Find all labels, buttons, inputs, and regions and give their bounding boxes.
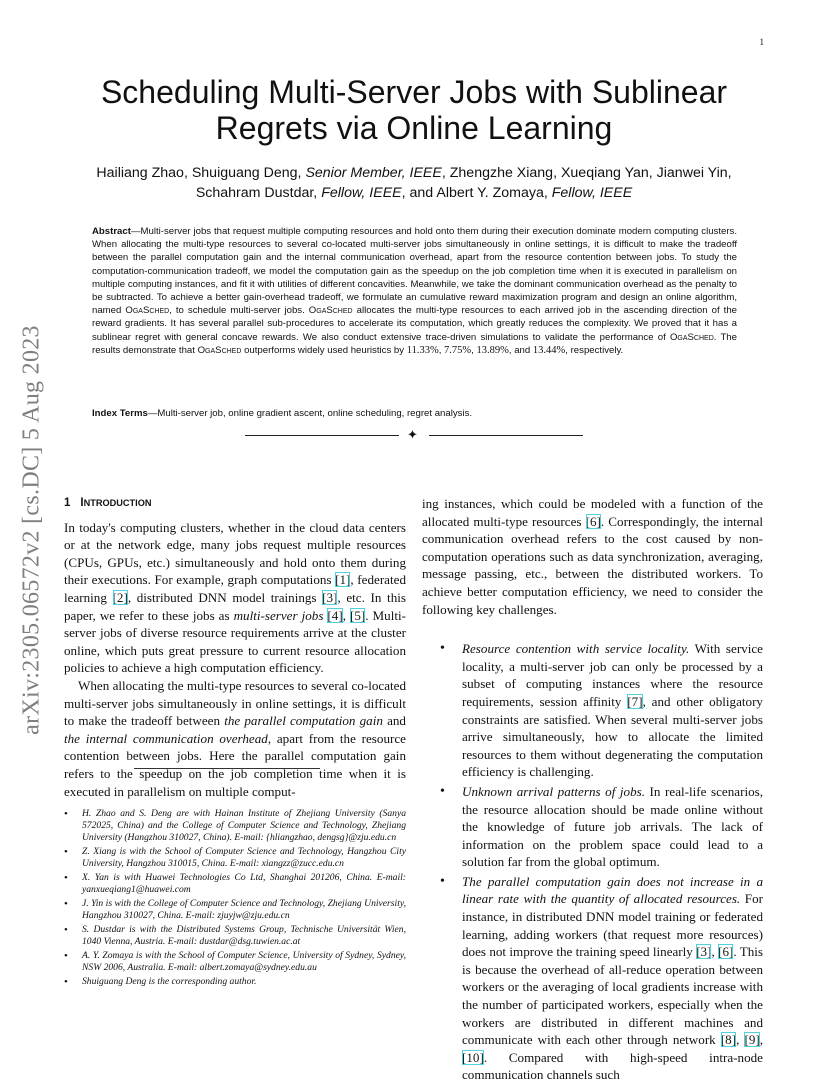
pct-and: and [514, 344, 533, 356]
section-heading [64, 495, 406, 513]
footnote-item: • X. Yan is with Huawei Technologies Co Ltd, Shanghai 201206, China. E-mail: yanxueqiang1@huawei.com [64, 872, 406, 896]
challenge-title: Unknown arrival patterns of jobs. [462, 783, 645, 799]
footnote-item: • S. Dustdar is with the Distributed Systems Group, Technische Universität Wien, 1040 Vienna, Austria. E-mail: dustdar@dsg.tuwien.ac.at [64, 924, 406, 948]
abstract-end: , respectively. [565, 344, 624, 356]
pct-1: 11.33% [406, 344, 439, 356]
text: , etc. In this paper, we refer to these jobs as [64, 589, 406, 623]
algo-name: OgaSched [125, 305, 170, 317]
section-divider [245, 430, 583, 442]
author-names-4: , and Albert Y. Zomaya, [401, 185, 552, 201]
challenge-item [422, 873, 763, 1084]
footnote-item: • Z. Xiang is with the School of Computer Science and Technology, Hangzhou City University, Hangzhou 310015, China. E-mail: xiangzz@zucc.edu.cn [64, 846, 406, 870]
title-line-2: Regrets via Online Learning [215, 110, 613, 146]
citation-link[interactable]: [8] [720, 1032, 737, 1048]
author-names-2: , Zhengzhe Xiang, Xueqiang Yan, Jianwei Yin, [441, 165, 732, 181]
algo-name: OgaSched [669, 331, 714, 343]
text: , [342, 607, 350, 623]
diamond-icon: ✦ [407, 428, 418, 443]
index-terms [92, 408, 737, 419]
text: For instance, in distributed DNN model training or federated learning, adding workers (that request more resources) does not improve the training speed linearly [462, 891, 763, 960]
text: When allocating the multi-type resources to several co-located multi-server jobs simultaneously in online settings, it is difficult to make the tradeoff between [64, 677, 406, 729]
divider-line-right [429, 435, 583, 436]
text: , [759, 1032, 764, 1048]
pct-sep: , [471, 344, 477, 356]
left-column [64, 495, 406, 800]
intro-paragraph-3 [422, 495, 763, 618]
author-role-1: Senior Member, IEEE [305, 165, 442, 181]
intro-paragraph-2 [64, 677, 406, 800]
italic-term: multi-server jobs [233, 607, 324, 623]
footnote-item: • Shuiguang Deng is the corresponding author. [64, 976, 406, 988]
author-names-3: Schahram Dustdar, [195, 185, 322, 201]
challenge-list [422, 640, 763, 1084]
text: With service locality, a multi-server job can only be processed by a subset of computing instances where the resource requirements, session affinity [462, 641, 763, 709]
arxiv-stamp [18, 290, 46, 770]
section-number: 1 [64, 497, 71, 509]
text: In today's computing clusters, whether in the cloud data centers or at the network edge, many jobs request multiple resources (CPUs, GPUs, etc.) simultaneously and hold onto them during their executions. For example, graph computations [64, 519, 406, 588]
pct-2: 7.75% [444, 344, 472, 356]
authors-line-2 [60, 183, 768, 203]
index-terms-text: —Multi-server job, online gradient ascent, online scheduling, regret analysis. [147, 408, 473, 419]
abstract-text-3: allocates the multi-type resources to each arrived job in the ascending direction of the reward gradients. It has several parallel sub-procedures to accelerate its computation, which greatly reduces the complexity. We proved that it has a sublinear regret with general concave rewards. We also conduct extensive trace-driven simulations to validate the performance of [92, 305, 737, 343]
citation-link[interactable]: [6] [585, 513, 601, 529]
citation-link[interactable]: [5] [349, 607, 366, 623]
citation-link[interactable]: [9] [744, 1032, 760, 1048]
text: , and other obligatory constraints are satisfied. When several multi-server jobs arrive simultaneously, how to allocate the limited resources to them without degenerating the computation efficiency is challenging. [462, 693, 763, 780]
text: , [736, 1032, 745, 1048]
challenge-title: Resource contention with service locality. [462, 641, 690, 657]
text: . Multi-server jobs of diverse resource requirements arrive at the cluster online, which puts great pressure to current resource allocation policies to achieve a high computation efficiency. [64, 607, 406, 676]
text: . Correspondingly, the internal communication overhead refers to the cost caused by non-computation operations such as data synchronization, averaging, message passing, etc., between the distributed workers. To achieve better computation efficiency, we need to consider the following key challenges. [422, 513, 763, 617]
section-title-first: I [80, 497, 84, 509]
arxiv-id[interactable]: arXiv:2305.06572v2 [cs.DC] 5 Aug 2023 [18, 325, 45, 735]
author-list [60, 163, 768, 203]
algo-name: OgaSched [197, 344, 242, 356]
pct-4: 13.44% [532, 344, 566, 356]
text: , apart from the resource contention between jobs. Here the parallel computation gain refers to the speedup on the job completion time when it is executed in parallelism on multiple comput- [64, 730, 406, 799]
text: ing instances, which could be modeled with a function of the allocated multi-type resources [422, 496, 763, 529]
citation-link[interactable]: [1] [335, 572, 351, 588]
text: , [711, 944, 719, 960]
text: , federated learning [64, 572, 406, 605]
divider-line-left [245, 435, 399, 436]
challenge-item [422, 783, 763, 871]
text: In real-life scenarios, the resource allocation should be made online without the knowledge of future job arrivals. The lack of information on the problem space could lead to a solution far from the global optimum. [462, 783, 763, 870]
text: . Compared with high-speed intra-node communication channels such [462, 1049, 763, 1083]
citation-link[interactable]: [2] [112, 589, 128, 605]
footnotes [64, 808, 406, 990]
authors-line-1 [60, 163, 768, 183]
italic-term: the parallel computation gain [224, 713, 383, 729]
pct-sep: , [438, 344, 445, 356]
citation-link[interactable]: [4] [327, 607, 343, 623]
author-names-1: Hailiang Zhao, Shuiguang Deng, [96, 165, 306, 181]
intro-paragraph-1 [64, 519, 406, 677]
abstract [92, 225, 737, 357]
citation-link[interactable]: [3] [696, 944, 712, 960]
challenge-item [422, 640, 763, 781]
footnote-rule [134, 768, 320, 769]
pct-3: 13.89% [476, 344, 509, 356]
abstract-text-5: outperforms widely used heuristics by [241, 344, 407, 356]
footnote-item: • A. Y. Zomaya is with the School of Computer Science, University of Sydney, Sydney, NSW 2006, Australia. E-mail: albert.zomaya@sydney.edu.au [64, 950, 406, 974]
index-terms-label: Index Terms [92, 408, 148, 419]
title-line-1: Scheduling Multi-Server Jobs with Sublinear [100, 74, 728, 110]
text: , distributed DNN model trainings [127, 589, 323, 605]
abstract-text-1: —Multi-server jobs that request multiple computing resources and hold onto them during their execution dominate modern computing clusters. When allocating the multi-type resources to several co-located multi-server jobs simultaneously in online settings, it is difficult to make the tradeoff between the parallel computation gain and the internal communication overhead, apart from the resource contention between jobs. To study the computation-communication tradeoff, we model the computation gain as the speedup on the job completion time when it is executed in parallelism on multiple computing instances, and fit it with utilities of different concavities. Meanwhile, we take the dominant communication overhead as the penalty to be subtracted. To achieve a better gain-overhead tradeoff, we formulate an cumulative reward maximization program and design an online algorithm, named [92, 226, 737, 317]
author-role-3: Fellow, IEEE [551, 185, 633, 201]
text: . This is because the overhead of all-reduce operation between workers or the averaging of local gradients increase with the number of participated workers, especially when the workers are distributed in different machines and communicate with each other through network [462, 944, 764, 1048]
paper-title [60, 74, 768, 146]
text: and [382, 713, 406, 729]
citation-link[interactable]: [6] [718, 944, 734, 960]
citation-link[interactable]: [3] [322, 589, 338, 605]
citation-link[interactable]: [10] [462, 1049, 484, 1065]
pct-sep: , [508, 344, 515, 356]
challenge-title: The parallel computation gain does not increase in a linear rate with the quantity of allocated resources. [462, 873, 763, 907]
footnote-item: • J. Yin is with the College of Computer Science and Technology, Zhejiang University, Hangzhou 310027, China. E-mail: zjuyjw@zju.edu.cn [64, 898, 406, 922]
author-role-2: Fellow, IEEE [321, 185, 402, 201]
page-number: 1 [759, 37, 764, 47]
abstract-text-4: . The results demonstrate that [92, 331, 737, 356]
footnote-item: • H. Zhao and S. Deng are with Hainan Institute of Zhejiang University (Sanya 572025, China) and the College of Computer Science and Technology, Zhejiang University (Hangzhou 310027, China). E-mail: {hliangzhao, dengsg}@zju.edu.cn [64, 808, 406, 844]
citation-link[interactable]: [7] [627, 693, 643, 709]
italic-term: the internal communication overhead [64, 730, 268, 746]
algo-name: OgaSched [308, 305, 353, 317]
abstract-text-2: , to schedule multi-server jobs. [169, 305, 309, 317]
right-column [422, 495, 763, 1086]
section-title-rest: NTRODUCTION [83, 498, 152, 508]
abstract-label: Abstract [92, 226, 131, 237]
